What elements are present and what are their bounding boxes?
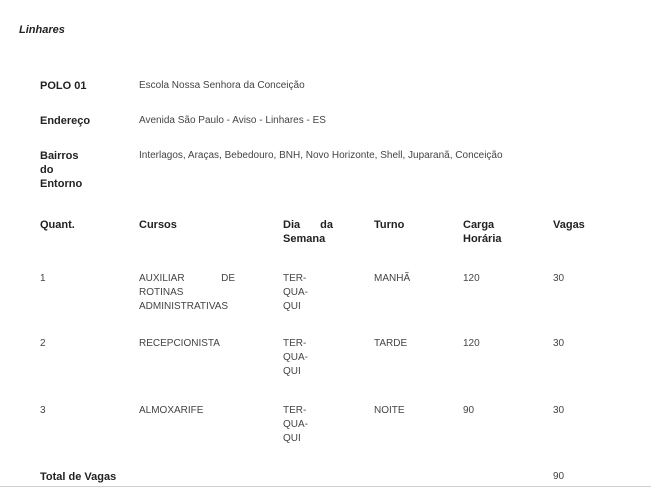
row-dia-line: TER- bbox=[283, 405, 307, 416]
row-curso bbox=[139, 272, 235, 314]
row-curso-word: DE bbox=[221, 273, 235, 284]
header-dia-semana bbox=[283, 218, 333, 246]
row-carga: 90 bbox=[463, 405, 475, 416]
row-vagas: 30 bbox=[553, 273, 565, 284]
row-dia-line: QUI bbox=[283, 433, 301, 444]
total-value: 90 bbox=[553, 471, 565, 482]
header-dia-word: Dia bbox=[283, 219, 301, 231]
row-quant: 1 bbox=[40, 273, 46, 284]
row-turno: MANHÃ bbox=[374, 273, 411, 284]
row-curso-word: AUXILIAR bbox=[139, 273, 185, 284]
header-da-word: da bbox=[320, 219, 333, 231]
bairros-label-line: Entorno bbox=[40, 178, 83, 190]
row-dia-line: QUA- bbox=[283, 352, 308, 363]
row-quant: 3 bbox=[40, 405, 46, 416]
row-vagas: 30 bbox=[553, 405, 565, 416]
endereco-label: Endereço bbox=[40, 115, 91, 127]
bairros-label bbox=[40, 149, 82, 191]
city-heading: Linhares bbox=[19, 24, 65, 36]
row-dia bbox=[283, 404, 308, 446]
header-turno: Turno bbox=[374, 219, 405, 231]
row-curso-line: ROTINAS bbox=[139, 287, 184, 298]
row-carga: 120 bbox=[463, 273, 480, 284]
header-semana-word: Semana bbox=[283, 233, 326, 245]
row-curso-line: ADMINISTRATIVAS bbox=[139, 301, 229, 312]
row-dia-line: QUI bbox=[283, 366, 301, 377]
row-curso: ALMOXARIFE bbox=[139, 405, 204, 416]
header-cursos: Cursos bbox=[139, 219, 177, 231]
row-turno: NOITE bbox=[374, 405, 405, 416]
row-dia-line: QUI bbox=[283, 301, 301, 312]
row-dia-line: QUA- bbox=[283, 287, 308, 298]
polo-value: Escola Nossa Senhora da Conceição bbox=[139, 80, 305, 91]
bairros-label-line: Bairros bbox=[40, 150, 79, 162]
bairros-label-line: do bbox=[40, 164, 54, 176]
row-curso: RECEPCIONISTA bbox=[139, 338, 220, 349]
row-dia-line: TER- bbox=[283, 338, 307, 349]
row-quant: 2 bbox=[40, 338, 46, 349]
row-dia-line: QUA- bbox=[283, 419, 308, 430]
row-dia bbox=[283, 272, 308, 314]
row-dia-line: TER- bbox=[283, 273, 307, 284]
row-dia bbox=[283, 337, 308, 379]
header-carga-word: Carga bbox=[463, 219, 495, 231]
bairros-value: Interlagos, Araças, Bebedouro, BNH, Novo Horizonte, Shell, Juparanã, Conceição bbox=[139, 150, 503, 161]
total-label: Total de Vagas bbox=[40, 471, 117, 483]
header-horaria-word: Horária bbox=[463, 233, 502, 245]
row-turno: TARDE bbox=[374, 338, 408, 349]
endereco-value: Avenida São Paulo - Aviso - Linhares - ES bbox=[139, 115, 326, 126]
header-carga-horaria bbox=[463, 218, 502, 246]
row-vagas: 30 bbox=[553, 338, 565, 349]
header-quant: Quant. bbox=[40, 219, 75, 231]
polo-label: POLO 01 bbox=[40, 80, 87, 92]
row-carga: 120 bbox=[463, 338, 480, 349]
divider bbox=[0, 486, 651, 487]
header-vagas: Vagas bbox=[553, 219, 585, 231]
